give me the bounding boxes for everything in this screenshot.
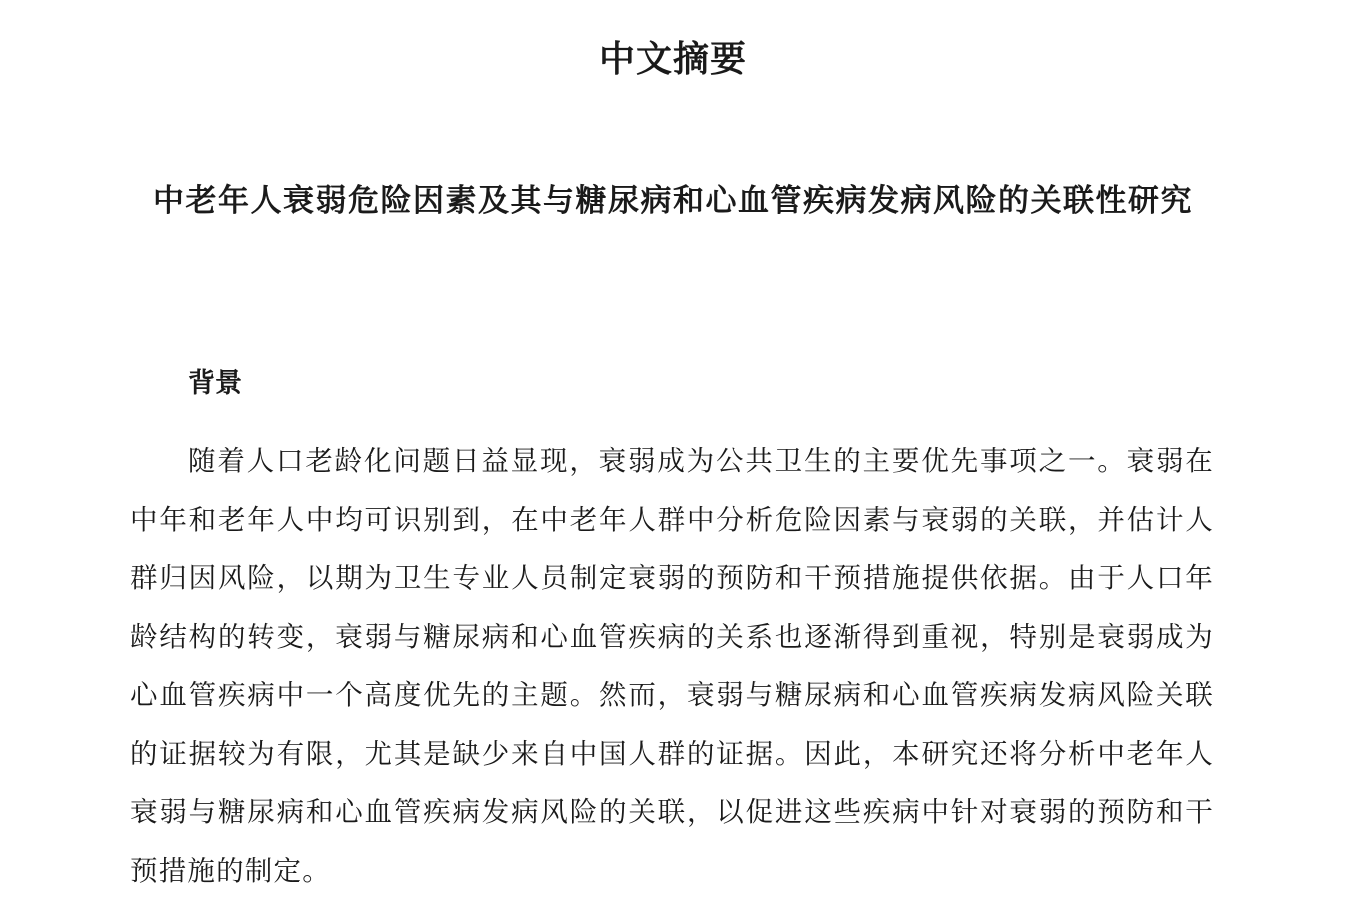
- paper-title: 中老年人衰弱危险因素及其与糖尿病和心血管疾病发病风险的关联性研究: [153, 183, 1193, 219]
- section-heading-background: 背景: [188, 368, 242, 399]
- abstract-heading: 中文摘要: [598, 39, 747, 80]
- background-paragraph: 随着人口老龄化问题日益显现，衰弱成为公共卫生的主要优先事项之一。衰弱在中年和老年人中均可识别到，在中老年人群中分析危险因素与衰弱的关联，并估计人群归因风险，以期为卫生专业人员制定衰弱的预防和干预措施提供依据。由于人口年龄结构的转变，衰弱与糖尿病和心血管疾病的关系也逐渐得到重视，特别是衰弱成为心血管疾病中一个高度优先的主题。然而，衰弱与糖尿病和心血管疾病发病风险关联的证据较为有限，尤其是缺少来自中国人群的证据。因此，本研究还将分析中老年人衰弱与糖尿病和心血管疾病发病风险的关联，以促进这些疾病中针对衰弱的预防和干预措施的制定。: [130, 445, 1214, 887]
